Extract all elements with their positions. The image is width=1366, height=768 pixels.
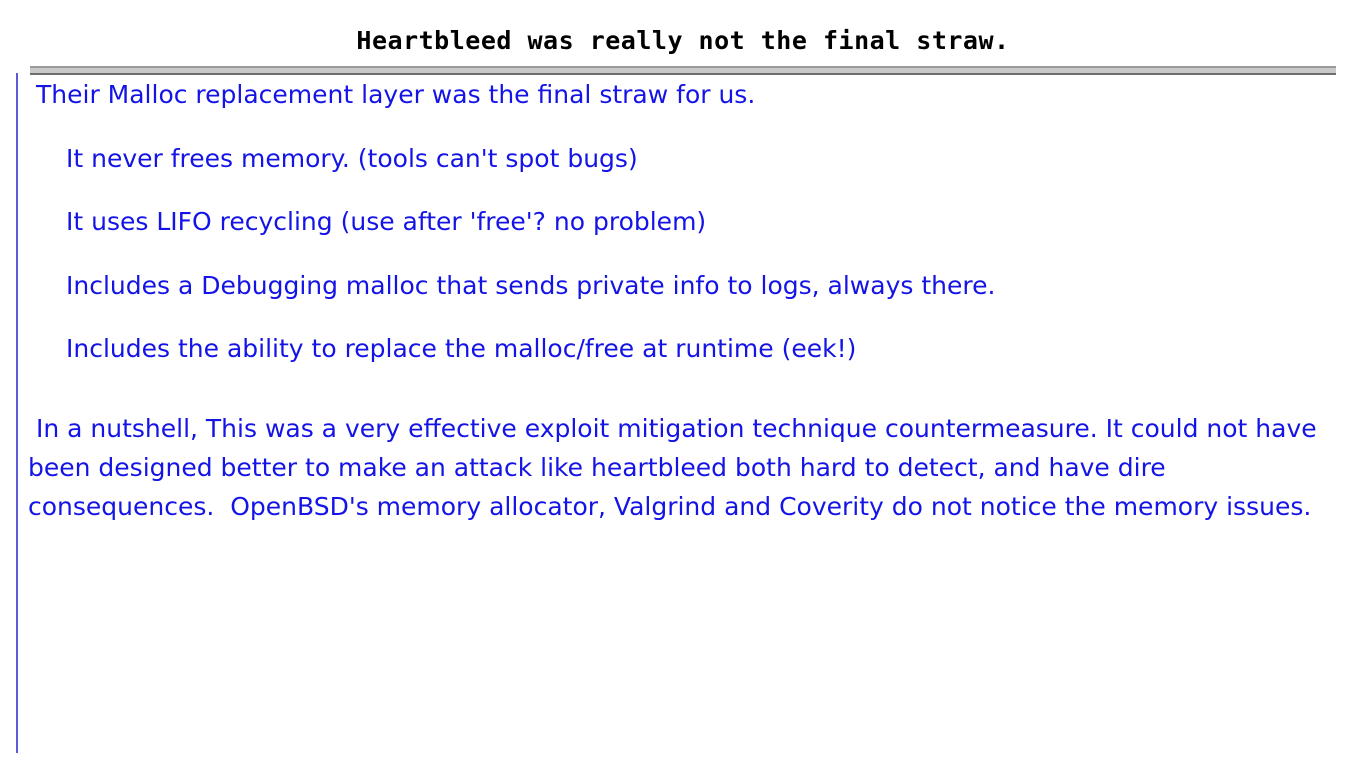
page-title: Heartbleed was really not the final straw.	[356, 26, 1010, 55]
lead-statement: Their Malloc replacement layer was the final straw for us.	[36, 80, 756, 109]
bullet-item-2: It uses LIFO recycling (use after 'free'? no problem)	[66, 207, 707, 236]
summary-paragraph: In a nutshell, This was a very effective exploit mitigation technique countermeasure. It could not have been designed better to make an attack like heartbleed both hard to detect, and have dire consequences. OpenBSD's memory allocator, Valgrind and Coverity do not notice the memory issues.	[28, 413, 1325, 521]
bullet-item-1: It never frees memory. (tools can't spot bugs)	[66, 143, 638, 173]
bullet-item-4: Includes the ability to replace the malloc/free at runtime (eek!)	[66, 334, 857, 363]
slide-content	[16, 78, 1356, 526]
bullet-item-3: Includes a Debugging malloc that sends private info to logs, always there.	[66, 270, 996, 300]
